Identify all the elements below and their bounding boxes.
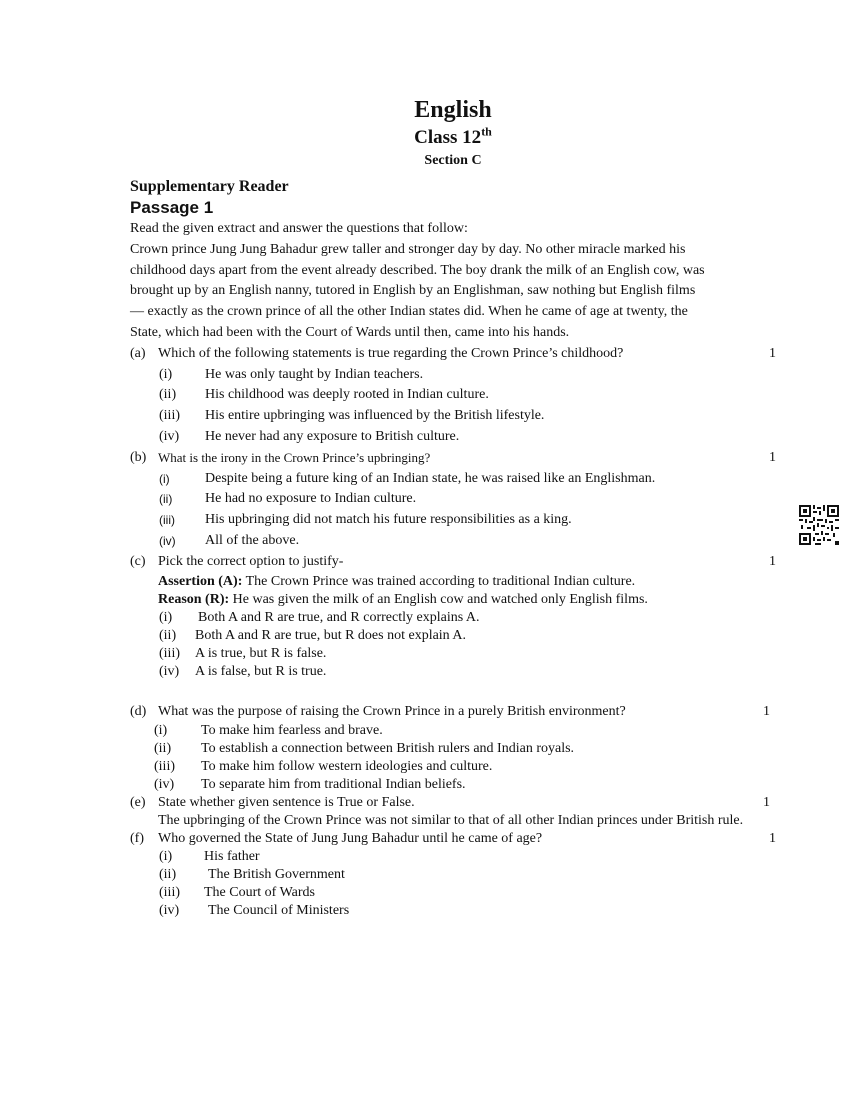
option-item <box>130 645 776 663</box>
option-text: To separate him from traditional Indian beliefs. <box>201 777 466 793</box>
assertion-label: Assertion (A): <box>158 573 243 589</box>
passage-line: — exactly as the crown prince of all the other Indian states did. When he came of age at twenty, the <box>130 304 688 320</box>
class-suffix: th <box>481 124 492 139</box>
subject-title: English <box>414 97 492 123</box>
option-label: (ii) <box>159 492 173 507</box>
true-false-statement: The upbringing of the Crown Prince was not similar to that of all other Indian princes under British rule. <box>158 813 744 829</box>
option-text: He had no exposure to Indian culture. <box>205 491 417 507</box>
option-text: His upbringing did not match his future responsibilities as a king. <box>205 512 572 528</box>
question-text: State whether given sentence is True or False. <box>158 795 415 811</box>
question-label: (e) <box>130 795 146 811</box>
question-label: (b) <box>130 449 147 465</box>
qr-code[interactable] <box>799 505 839 545</box>
option-item <box>130 722 776 740</box>
question-text: What was the purpose of raising the Crown Prince in a purely British environment? <box>158 703 626 719</box>
passage-title: Passage 1 <box>130 198 214 217</box>
option-label: (i) <box>159 366 173 382</box>
question-marks: 1 <box>769 345 776 361</box>
question-text: Which of the following statements is true regarding the Crown Prince’s childhood? <box>158 345 624 361</box>
option-item <box>130 609 776 627</box>
option-label: (i) <box>159 471 170 486</box>
option-text: He was only taught by Indian teachers. <box>205 366 424 382</box>
option-item <box>130 866 776 884</box>
option-label: (ii) <box>159 627 177 643</box>
instruction-text: Read the given extract and answer the questions that follow: <box>130 221 468 236</box>
question-d <box>130 702 776 723</box>
option-text: The Council of Ministers <box>208 903 350 919</box>
question-marks: 1 <box>769 831 776 847</box>
supplementary-reader-heading: Supplementary Reader <box>130 178 289 195</box>
option-text: A is false, but R is true. <box>195 663 327 679</box>
question-c <box>130 552 776 573</box>
question-marks: 1 <box>763 795 770 811</box>
option-item <box>130 365 776 386</box>
class-heading <box>130 125 776 151</box>
option-item <box>130 758 776 776</box>
option-label: (ii) <box>159 387 177 403</box>
option-text: The British Government <box>208 867 345 883</box>
option-text: Both A and R are true, and R correctly explains A. <box>198 609 480 625</box>
option-item <box>130 510 776 531</box>
option-item <box>130 884 776 902</box>
option-text: Both A and R are true, but R does not explain A. <box>195 627 467 643</box>
question-marks: 1 <box>763 703 770 719</box>
assertion-text: The Crown Prince was trained according to traditional Indian culture. <box>242 573 636 589</box>
question-text: Who governed the State of Jung Jung Bahadur until he came of age? <box>158 831 543 847</box>
option-item <box>130 489 776 510</box>
option-text: He never had any exposure to British culture. <box>205 428 460 444</box>
option-label: (i) <box>159 609 173 625</box>
option-label: (iii) <box>159 408 180 424</box>
question-e <box>130 794 776 812</box>
class-label: Class 12 <box>414 127 482 148</box>
option-item <box>130 627 776 645</box>
option-label: (iv) <box>159 903 180 919</box>
option-item <box>130 531 776 552</box>
question-a <box>130 344 776 365</box>
question-text: What is the irony in the Crown Prince’s upbringing? <box>158 449 431 465</box>
question-label: (d) <box>130 703 147 719</box>
option-text: His father <box>204 849 260 865</box>
option-text: His entire upbringing was influenced by the British lifestyle. <box>205 408 545 424</box>
section-heading: Section C <box>424 153 482 168</box>
option-item <box>130 848 776 866</box>
option-item <box>130 740 776 758</box>
passage-line: brought up by an English nanny, tutored in English by an Englishman, saw nothing but English films <box>130 283 696 299</box>
option-label: (iii) <box>159 645 180 661</box>
option-label: (i) <box>154 723 168 739</box>
option-label: (iv) <box>159 663 180 679</box>
question-f <box>130 830 776 848</box>
question-marks: 1 <box>769 553 776 569</box>
option-label: (iii) <box>159 885 180 901</box>
passage-line: childhood days apart from the event already described. The boy drank the milk of an English cow, was <box>130 262 705 278</box>
option-item <box>130 469 776 490</box>
option-text: All of the above. <box>205 532 300 548</box>
option-text: Despite being a future king of an Indian state, he was raised like an Englishman. <box>205 470 656 486</box>
question-marks: 1 <box>769 449 776 465</box>
option-label: (iii) <box>159 513 175 528</box>
option-text: To establish a connection between British rulers and Indian royals. <box>201 741 575 757</box>
option-item <box>130 427 776 448</box>
question-b <box>130 448 776 469</box>
option-text: His childhood was deeply rooted in Indian culture. <box>205 387 489 403</box>
question-label: (c) <box>130 553 146 569</box>
question-label: (a) <box>130 345 146 361</box>
passage-line: Crown prince Jung Jung Bahadur grew taller and stronger day by day. No other miracle marked his <box>130 241 686 257</box>
question-label: (f) <box>130 831 144 847</box>
option-label: (iv) <box>159 428 180 444</box>
assertion-line <box>130 573 776 591</box>
option-item <box>130 776 776 794</box>
option-item <box>130 663 776 681</box>
worksheet-page <box>130 95 776 920</box>
blank-space <box>130 681 776 702</box>
reason-text: He was given the milk of an English cow and watched only English films. <box>229 591 648 607</box>
reason-line <box>130 591 776 609</box>
option-label: (ii) <box>154 741 172 757</box>
option-text: To make him fearless and brave. <box>201 723 383 739</box>
option-label: (iv) <box>154 777 175 793</box>
option-item <box>130 406 776 427</box>
option-label: (i) <box>159 849 173 865</box>
option-text: A is true, but R is false. <box>195 645 327 661</box>
option-label: (iv) <box>159 533 176 548</box>
option-item <box>130 902 776 920</box>
option-item <box>130 385 776 406</box>
option-label: (iii) <box>154 759 175 775</box>
passage-line: State, which had been with the Court of Wards until then, came into his hands. <box>130 324 570 340</box>
option-label: (ii) <box>159 867 177 883</box>
option-text: The Court of Wards <box>204 885 315 901</box>
passage-text <box>130 240 776 344</box>
question-text: Pick the correct option to justify- <box>158 553 344 569</box>
option-text: To make him follow western ideologies and culture. <box>201 759 493 775</box>
reason-label: Reason (R): <box>158 591 230 607</box>
